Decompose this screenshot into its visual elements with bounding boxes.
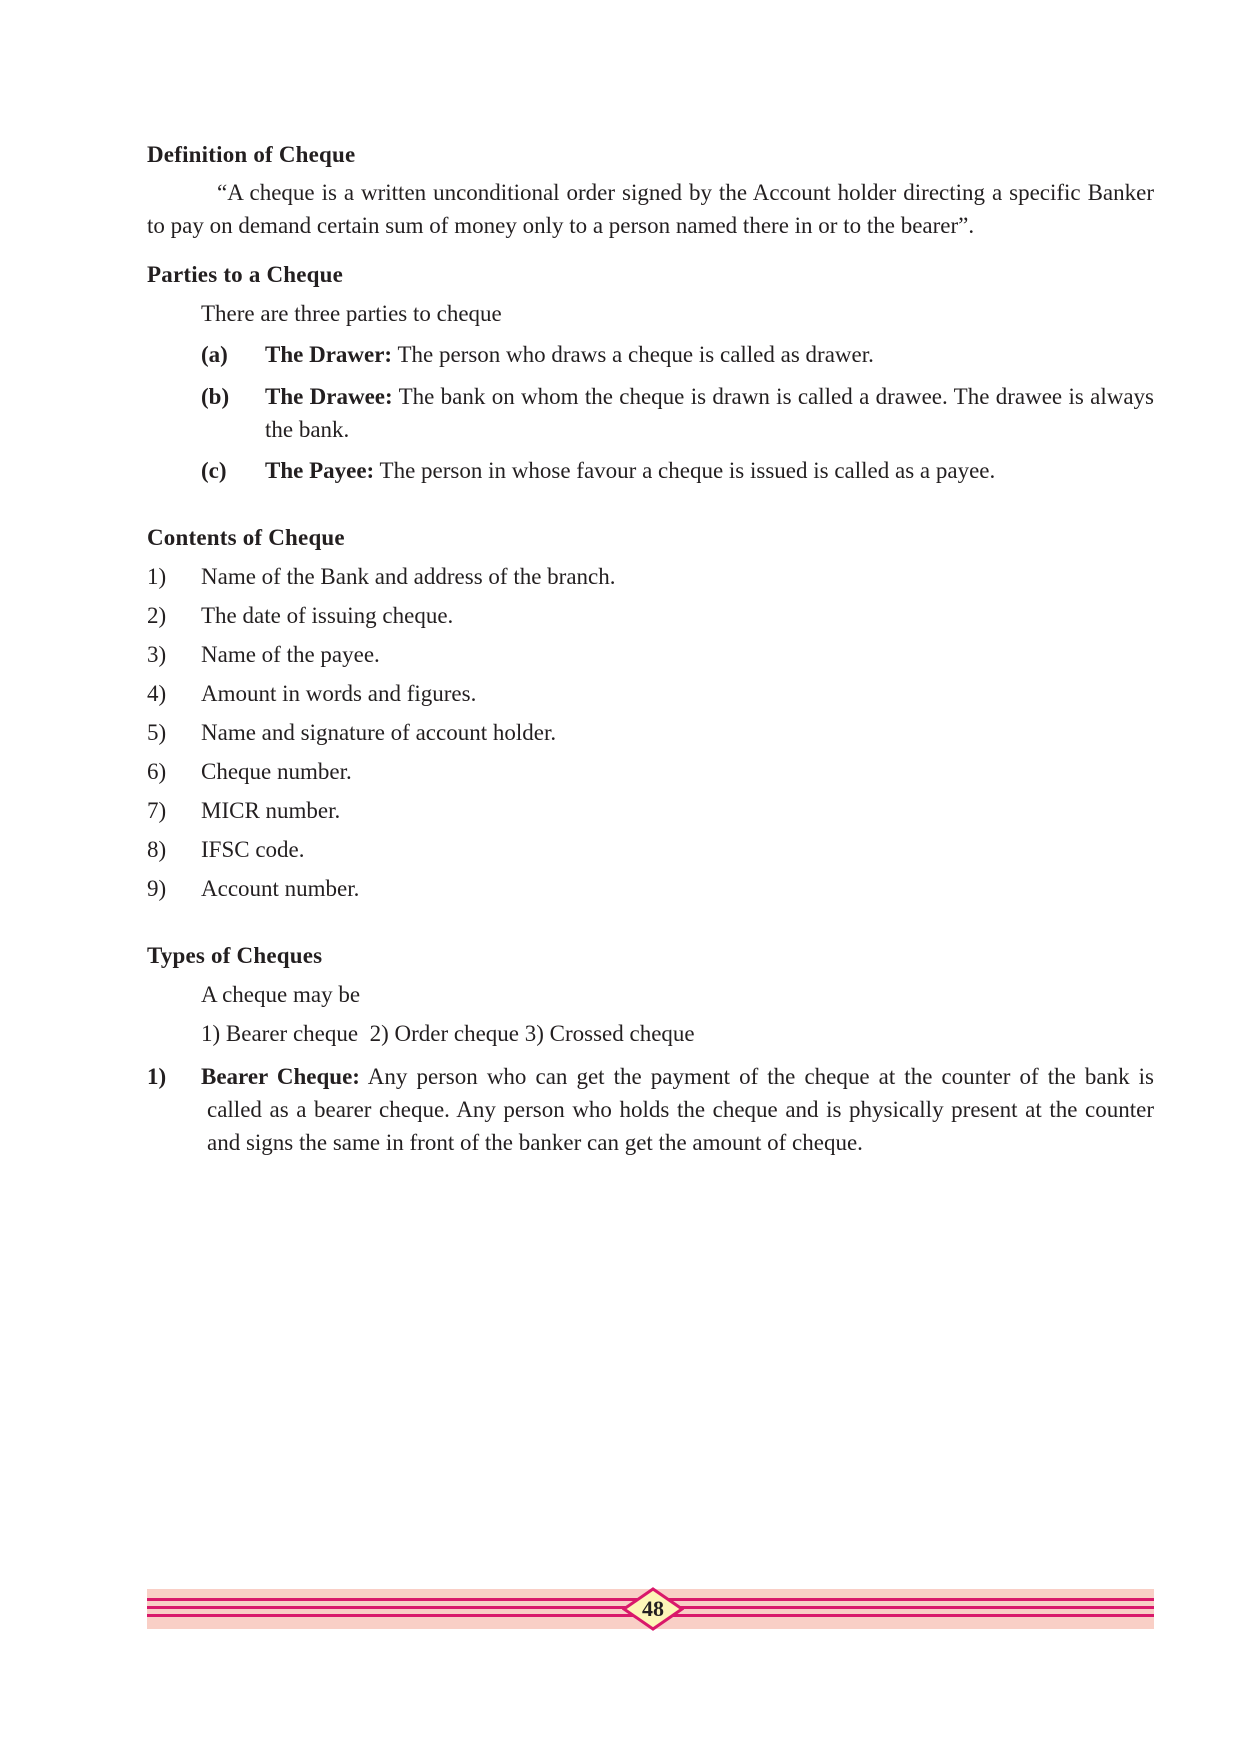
list-item: Amount in words and figures. bbox=[201, 681, 477, 706]
list-item: Cheque number. bbox=[201, 759, 352, 784]
party-item bbox=[265, 380, 1154, 446]
list-item: MICR number. bbox=[201, 798, 341, 823]
list-item-marker: 1) bbox=[147, 564, 167, 589]
contents-heading: Contents of Cheque bbox=[147, 525, 345, 550]
definition-heading: Definition of Cheque bbox=[147, 142, 356, 167]
party-term: The Drawer: bbox=[265, 342, 393, 367]
bearer-term: Bearer Cheque: bbox=[201, 1064, 360, 1089]
party-item bbox=[265, 341, 874, 368]
party-marker: (b) bbox=[201, 384, 230, 409]
list-item: Name and signature of account holder. bbox=[201, 720, 557, 745]
list-item: Account number. bbox=[201, 876, 360, 901]
list-item-marker: 7) bbox=[147, 798, 167, 823]
parties-intro: There are three parties to cheque bbox=[201, 301, 502, 326]
definition-text: “A cheque is a written unconditional order signed by the Account holder directing a specific Banker to pay on demand certain sum of money only to a person named there in or to the bearer”. bbox=[147, 180, 1154, 238]
party-item bbox=[265, 457, 995, 484]
list-item: Name of the payee. bbox=[201, 642, 380, 667]
list-item: IFSC code. bbox=[201, 837, 305, 862]
types-heading: Types of Cheques bbox=[147, 943, 323, 968]
list-item-marker: 3) bbox=[147, 642, 167, 667]
party-text: The person in whose favour a cheque is issued is called as a payee. bbox=[374, 458, 996, 483]
types-intro: A cheque may be bbox=[201, 982, 361, 1007]
types-list-line: 1) Bearer cheque 2) Order cheque 3) Crossed cheque bbox=[201, 1021, 695, 1046]
parties-heading: Parties to a Cheque bbox=[147, 262, 344, 287]
bearer-marker: 1) bbox=[147, 1064, 167, 1089]
party-text: The bank on whom the cheque is drawn is called a drawee. The drawee is always the bank. bbox=[265, 384, 1154, 442]
party-term: The Payee: bbox=[265, 458, 375, 483]
list-item: The date of issuing cheque. bbox=[201, 603, 454, 628]
party-marker: (c) bbox=[201, 458, 227, 483]
page-number-badge bbox=[622, 1587, 684, 1631]
list-item-marker: 2) bbox=[147, 603, 167, 628]
list-item-marker: 5) bbox=[147, 720, 167, 745]
party-term: The Drawee: bbox=[265, 384, 393, 409]
party-text: The person who draws a cheque is called as drawer. bbox=[392, 342, 874, 367]
bearer-text: Any person who can get the payment of the cheque at the counter of the bank is called as a bearer cheque. Any person who holds the cheque and is physically present at the counter and signs the same in front of the banker can get the amount of cheque. bbox=[207, 1064, 1154, 1155]
list-item-marker: 9) bbox=[147, 876, 167, 901]
bearer-cheque-paragraph bbox=[201, 1060, 1154, 1159]
list-item-marker: 6) bbox=[147, 759, 167, 784]
list-item-marker: 4) bbox=[147, 681, 167, 706]
list-item: Name of the Bank and address of the branch. bbox=[201, 564, 616, 589]
page-number: 48 bbox=[642, 1596, 664, 1621]
list-item-marker: 8) bbox=[147, 837, 167, 862]
party-marker: (a) bbox=[201, 342, 228, 367]
